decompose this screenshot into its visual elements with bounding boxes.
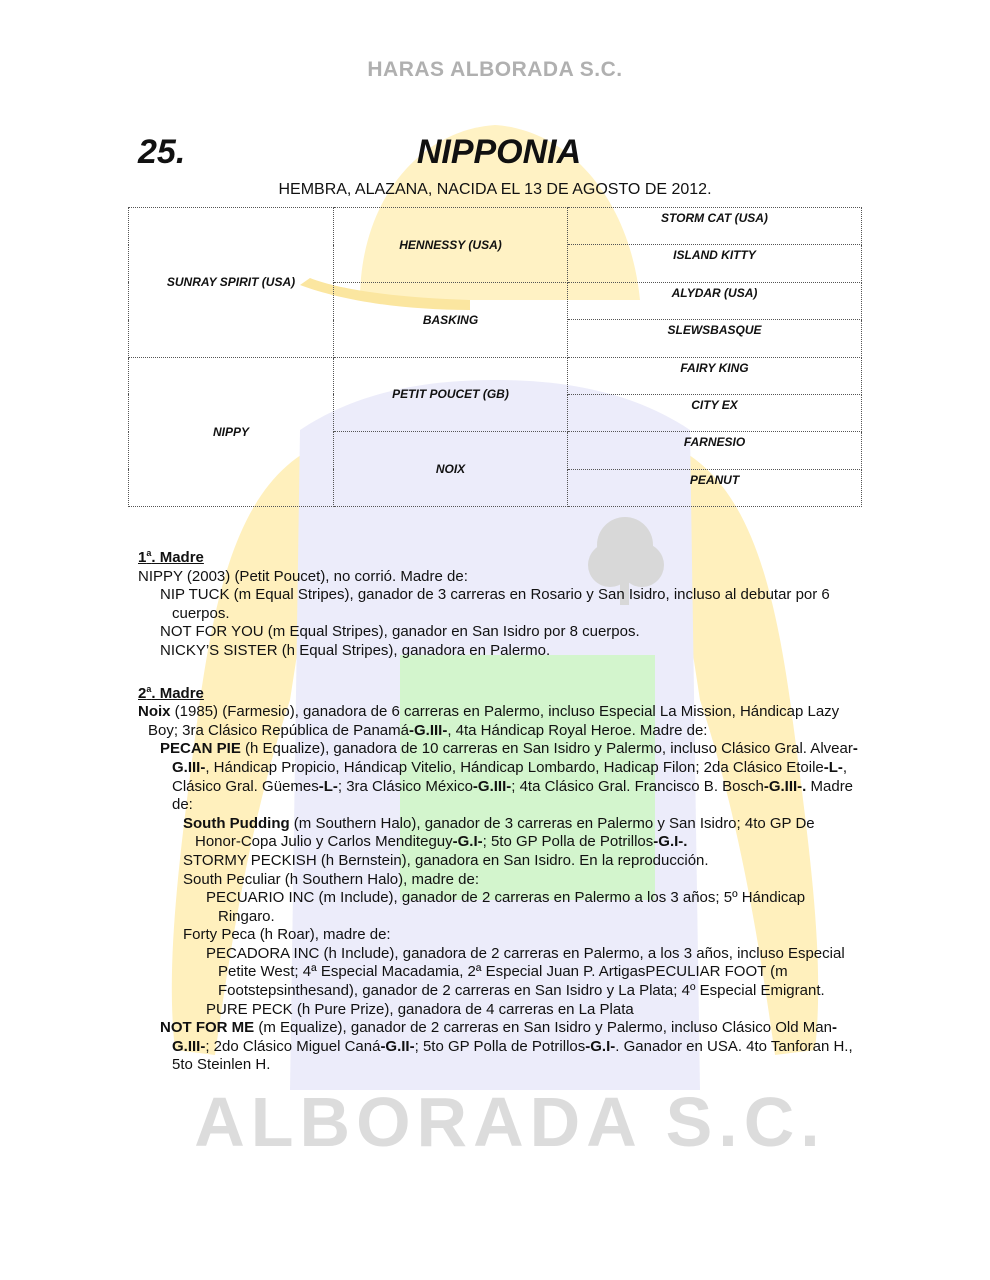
pedigree-g3-cell: PEANUT [568, 469, 862, 506]
grade-label: -G.I- [452, 833, 483, 851]
header-title: HARAS ALBORADA S.C. [367, 58, 623, 81]
grade-label: -L- [823, 758, 843, 776]
pedigree-sire-sire: HENNESSY (USA) [334, 208, 568, 283]
text-run: (h Equalize), ganadora de 10 carreras en San Isidro y Palermo, incluso Clásico Gral. Alvear [240, 740, 853, 758]
first-dam-item: NOT FOR YOU (m Equal Stripes), ganador en San Isidro por 8 cuerpos. [160, 623, 640, 641]
text-run: . Ganador en USA. 4to Tanforan H., 5to Steinlen H. [172, 1037, 853, 1074]
produce-stormy-peckish: STORMY PECKISH (h Bernstein), ganadora en San Isidro. En la reproducción. [183, 851, 709, 869]
pedigree-dam: NIPPY [129, 357, 334, 507]
text-run: , 4ta Hándicap Royal Heroe. Madre de: [447, 721, 708, 739]
second-dam-intro [138, 703, 858, 740]
pedigree-dam-dam: NOIX [334, 432, 568, 507]
text-run: , Hándicap Propicio, Hándicap Vitelio, Hándicap Lombardo, Hadicap Filon; 2da Clásico Etoile [205, 758, 824, 776]
first-dam-heading [138, 544, 858, 568]
produce-name: South Pudding [183, 814, 290, 832]
pedigree-g3-cell: SLEWSBASQUE [568, 320, 862, 357]
heading-word: . Madre [151, 549, 204, 566]
pedigree-sire-dam: BASKING [334, 282, 568, 357]
produce-forty-peca: Forty Peca (h Roar), madre de: [183, 926, 391, 944]
grade-label: -G.III- [172, 1019, 837, 1055]
produce-south-pudding [138, 815, 858, 852]
pedigree-notes [138, 544, 858, 1075]
text-run: ; 5to GP Polla de Potrillos [482, 833, 654, 851]
lot-number: 25. [138, 133, 186, 171]
pedigree-g3-cell: FAIRY KING [568, 357, 862, 394]
heading-word: . Madre [151, 684, 204, 702]
text-run: (1985) (Farmesio), ganadora de 6 carreras en Palermo, incluso Especial La Mission, Hándicap Lazy Boy; 3ra Clásico República de Panamá [148, 703, 840, 739]
grade-label: -G.III-. [763, 777, 807, 795]
first-dam-intro: NIPPY (2003) (Petit Poucet), no corrió. Madre de: [138, 567, 468, 585]
produce-name: NOT FOR ME [160, 1019, 255, 1037]
grade-label: -G.III- [172, 740, 858, 776]
grade-label: -G.III- [408, 721, 448, 739]
watermark-text-layer [0, 1080, 990, 1160]
produce-pecuario-inc: PECUARIO INC (m Include), ganador de 2 carreras en Palermo a los 3 años; 5º Hándicap Ringaro. [206, 889, 806, 925]
pedigree-table [128, 207, 862, 507]
text-run: , Clásico Gral. Güemes [172, 758, 848, 795]
grade-label: -G.I- [585, 1037, 616, 1055]
pedigree-sire: SUNRAY SPIRIT (USA) [129, 208, 334, 358]
text-run: ; 4ta Clásico Gral. Francisco B. Bosch [511, 777, 764, 795]
heading-superscript: a [146, 548, 152, 558]
text-run: ; 5to GP Polla de Potrillos [414, 1037, 586, 1055]
text-run: (m Equalize), ganador de 2 carreras en San Isidro y Palermo, incluso Clásico Old Man [254, 1019, 832, 1037]
heading-superscript: a [146, 683, 152, 694]
text-run: (m Southern Halo), ganador de 3 carreras en Palermo y San Isidro; 4to GP De Honor-Copa Julio y Carlos Menditeguy [195, 814, 815, 851]
produce-south-peculiar: South Peculiar (h Southern Halo), madre de: [183, 870, 479, 888]
produce-pure-peck: PURE PECK (h Pure Prize), ganadora de 4 carreras en La Plata [206, 1000, 634, 1018]
second-dam-heading [138, 680, 858, 704]
horse-description: HEMBRA, ALAZANA, NACIDA EL 13 DE AGOSTO DE 2012. [278, 181, 712, 198]
watermark-text: ALBORADA S.C. [194, 1083, 826, 1160]
text-run: ; 3ra Clásico México [337, 777, 473, 795]
pedigree-g3-cell: FARNESIO [568, 432, 862, 469]
pedigree-g3-cell: ISLAND KITTY [568, 245, 862, 282]
produce-name: PECAN PIE [160, 740, 241, 758]
produce-pecan-pie [138, 740, 858, 814]
grade-label: -G.I-. [653, 833, 688, 851]
first-dam-item: NIP TUCK (m Equal Stripes), ganador de 3 carreras en Rosario y San Isidro, incluso al debutar por 6 cuerpos. [160, 586, 830, 622]
produce-pecadora-inc: PECADORA INC (h Include), ganadora de 2 carreras en Palermo, a los 3 años, incluso Especial Petite West; 4ª Especial Macadamia, 2ª Especial Juan P. ArtigasPECULIAR FOOT (m Footstepsinthesand), ganador de 2 carreras en San Isidro y La Plata; 4º Especial Emigrant. [206, 944, 845, 1000]
first-dam-item: NICKY’S SISTER (h Equal Stripes), ganadora en Palermo. [160, 641, 551, 659]
pedigree-g3-cell: ALYDAR (USA) [568, 282, 862, 319]
second-dam-name: Noix [138, 703, 171, 721]
heading-number: 2 [138, 684, 147, 702]
grade-label: -G.II- [380, 1037, 415, 1055]
pedigree-g3-cell: STORM CAT (USA) [568, 208, 862, 245]
horse-name: NIPPONIA [416, 133, 582, 171]
grade-label: -G.III- [472, 777, 512, 795]
pedigree-g3-cell: CITY EX [568, 394, 862, 431]
text-run: ; 2do Clásico Miguel Caná [205, 1037, 381, 1055]
grade-label: -L- [318, 777, 338, 795]
heading-number: 1 [138, 549, 147, 566]
produce-not-for-me [138, 1019, 858, 1075]
text-run: Madre de: [172, 777, 854, 814]
pedigree-dam-sire: PETIT POUCET (GB) [334, 357, 568, 432]
